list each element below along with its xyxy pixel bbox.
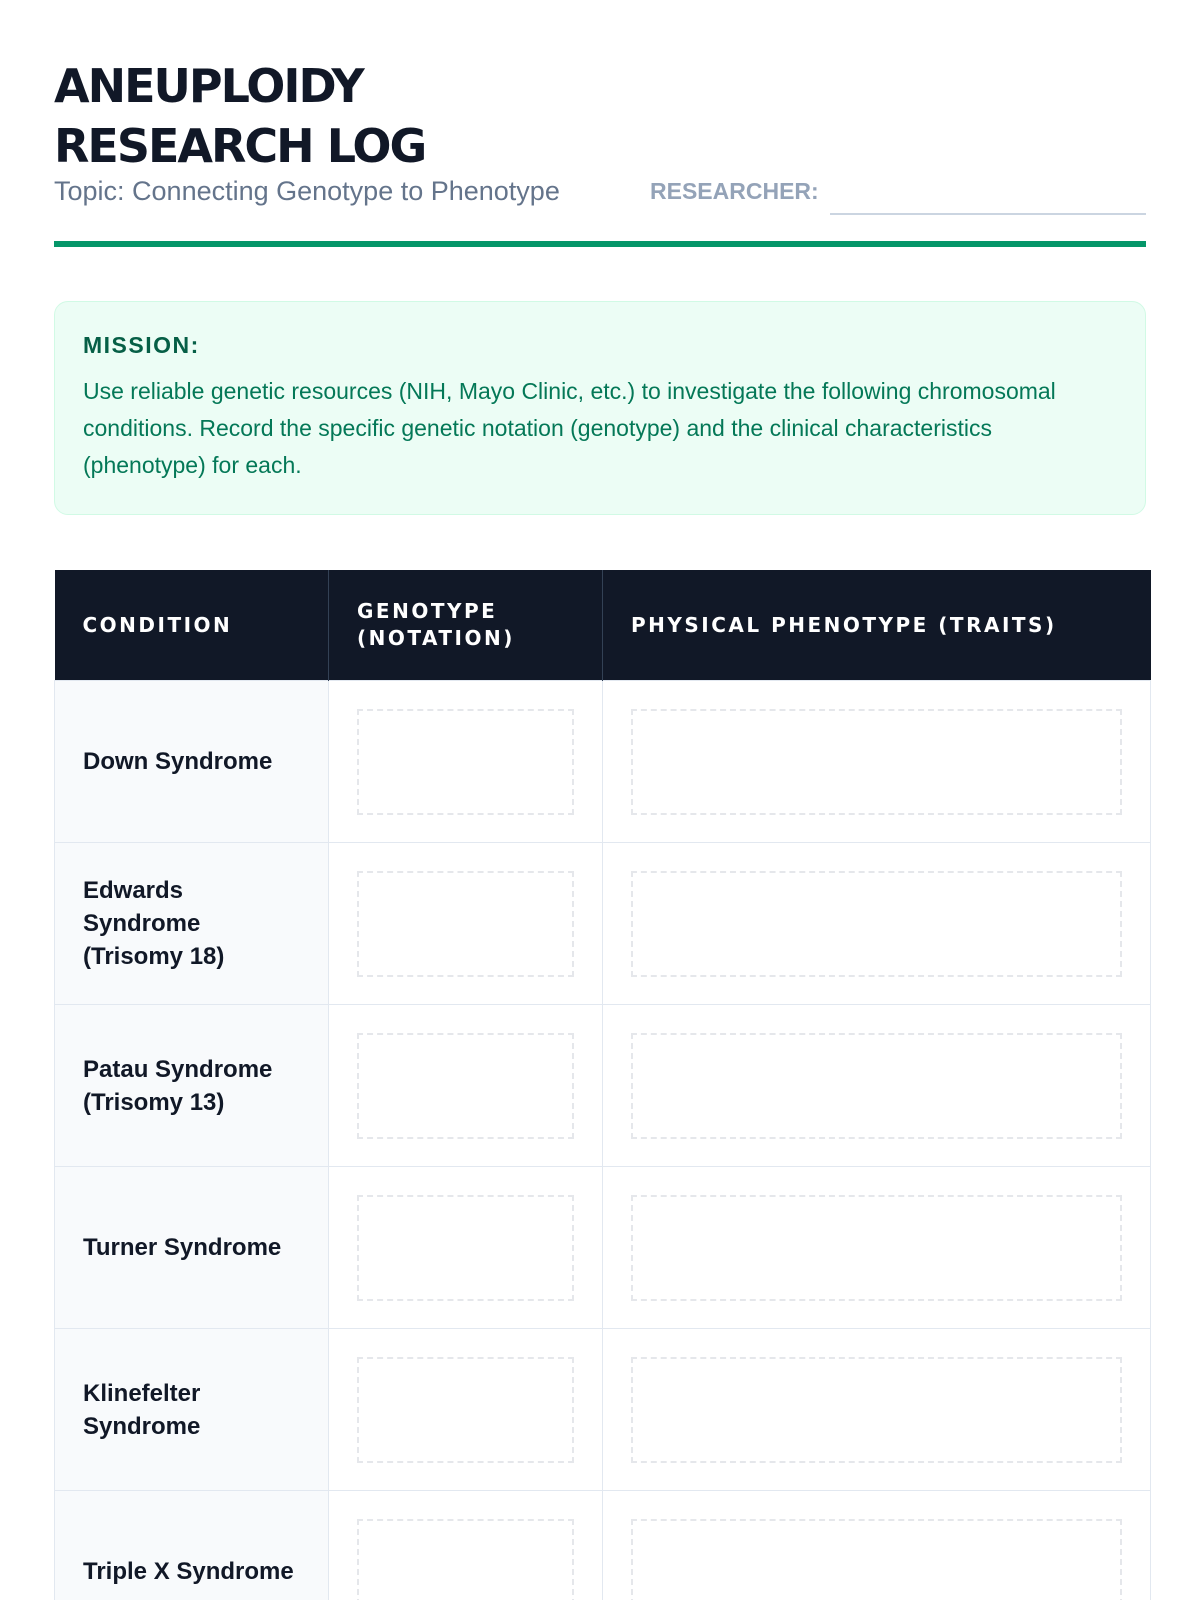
title-line-2: RESEARCH LOG: [54, 119, 426, 173]
table-row: [55, 1005, 1151, 1167]
mission-text: Use reliable genetic resources (NIH, Mayo Clinic, etc.) to investigate the following chromosomal conditions. Record the specific genetic notation (genotype) and the clinical characteristics (phenotype) for each.: [83, 378, 1056, 478]
table-row: [55, 1329, 1151, 1491]
genotype-cell: [329, 1167, 603, 1329]
condition-cell: Edwards Syndrome (Trisomy 18): [55, 843, 329, 1005]
phenotype-input[interactable]: [631, 1033, 1122, 1139]
condition-cell: Triple X Syndrome: [55, 1491, 329, 1600]
condition-cell: Patau Syndrome (Trisomy 13): [55, 1005, 329, 1167]
phenotype-cell: [603, 1491, 1151, 1600]
phenotype-input[interactable]: [631, 1357, 1122, 1463]
phenotype-cell: [603, 1167, 1151, 1329]
column-header-phenotype: PHYSICAL PHENOTYPE (TRAITS): [603, 570, 1151, 681]
condition-cell: Turner Syndrome: [55, 1167, 329, 1329]
table-row: [55, 843, 1151, 1005]
subtitle-row: [54, 172, 1146, 212]
phenotype-input[interactable]: [631, 1519, 1122, 1600]
genotype-input[interactable]: [357, 1519, 574, 1600]
condition-cell: Klinefelter Syndrome: [55, 1329, 329, 1491]
table-row: [55, 681, 1151, 843]
phenotype-input[interactable]: [631, 709, 1122, 815]
researcher-label: RESEARCHER:: [650, 178, 819, 204]
genotype-input[interactable]: [357, 1357, 574, 1463]
research-log-table: [54, 570, 1151, 1600]
mission-label: MISSION:: [83, 332, 200, 358]
phenotype-cell: [603, 681, 1151, 843]
table-header-row: [55, 570, 1151, 681]
genotype-input[interactable]: [357, 1033, 574, 1139]
genotype-cell: [329, 1491, 603, 1600]
genotype-cell: [329, 1005, 603, 1167]
mission-box: [54, 301, 1146, 515]
genotype-cell: [329, 843, 603, 1005]
genotype-input[interactable]: [357, 1195, 574, 1301]
researcher-name-field[interactable]: [830, 172, 1146, 215]
table-row: [55, 1491, 1151, 1600]
topic-text: Topic: Connecting Genotype to Phenotype: [54, 176, 560, 206]
header-divider: [54, 241, 1146, 247]
column-header-genotype: GENOTYPE (NOTATION): [329, 570, 603, 681]
genotype-cell: [329, 681, 603, 843]
phenotype-cell: [603, 843, 1151, 1005]
genotype-input[interactable]: [357, 871, 574, 977]
genotype-input[interactable]: [357, 709, 574, 815]
phenotype-cell: [603, 1005, 1151, 1167]
page-title: [54, 56, 574, 176]
condition-cell: Down Syndrome: [55, 681, 329, 843]
title-line-1: ANEUPLOIDY: [54, 59, 363, 113]
phenotype-input[interactable]: [631, 1195, 1122, 1301]
phenotype-cell: [603, 1329, 1151, 1491]
column-header-condition: CONDITION: [55, 570, 329, 681]
genotype-cell: [329, 1329, 603, 1491]
phenotype-input[interactable]: [631, 871, 1122, 977]
table-row: [55, 1167, 1151, 1329]
